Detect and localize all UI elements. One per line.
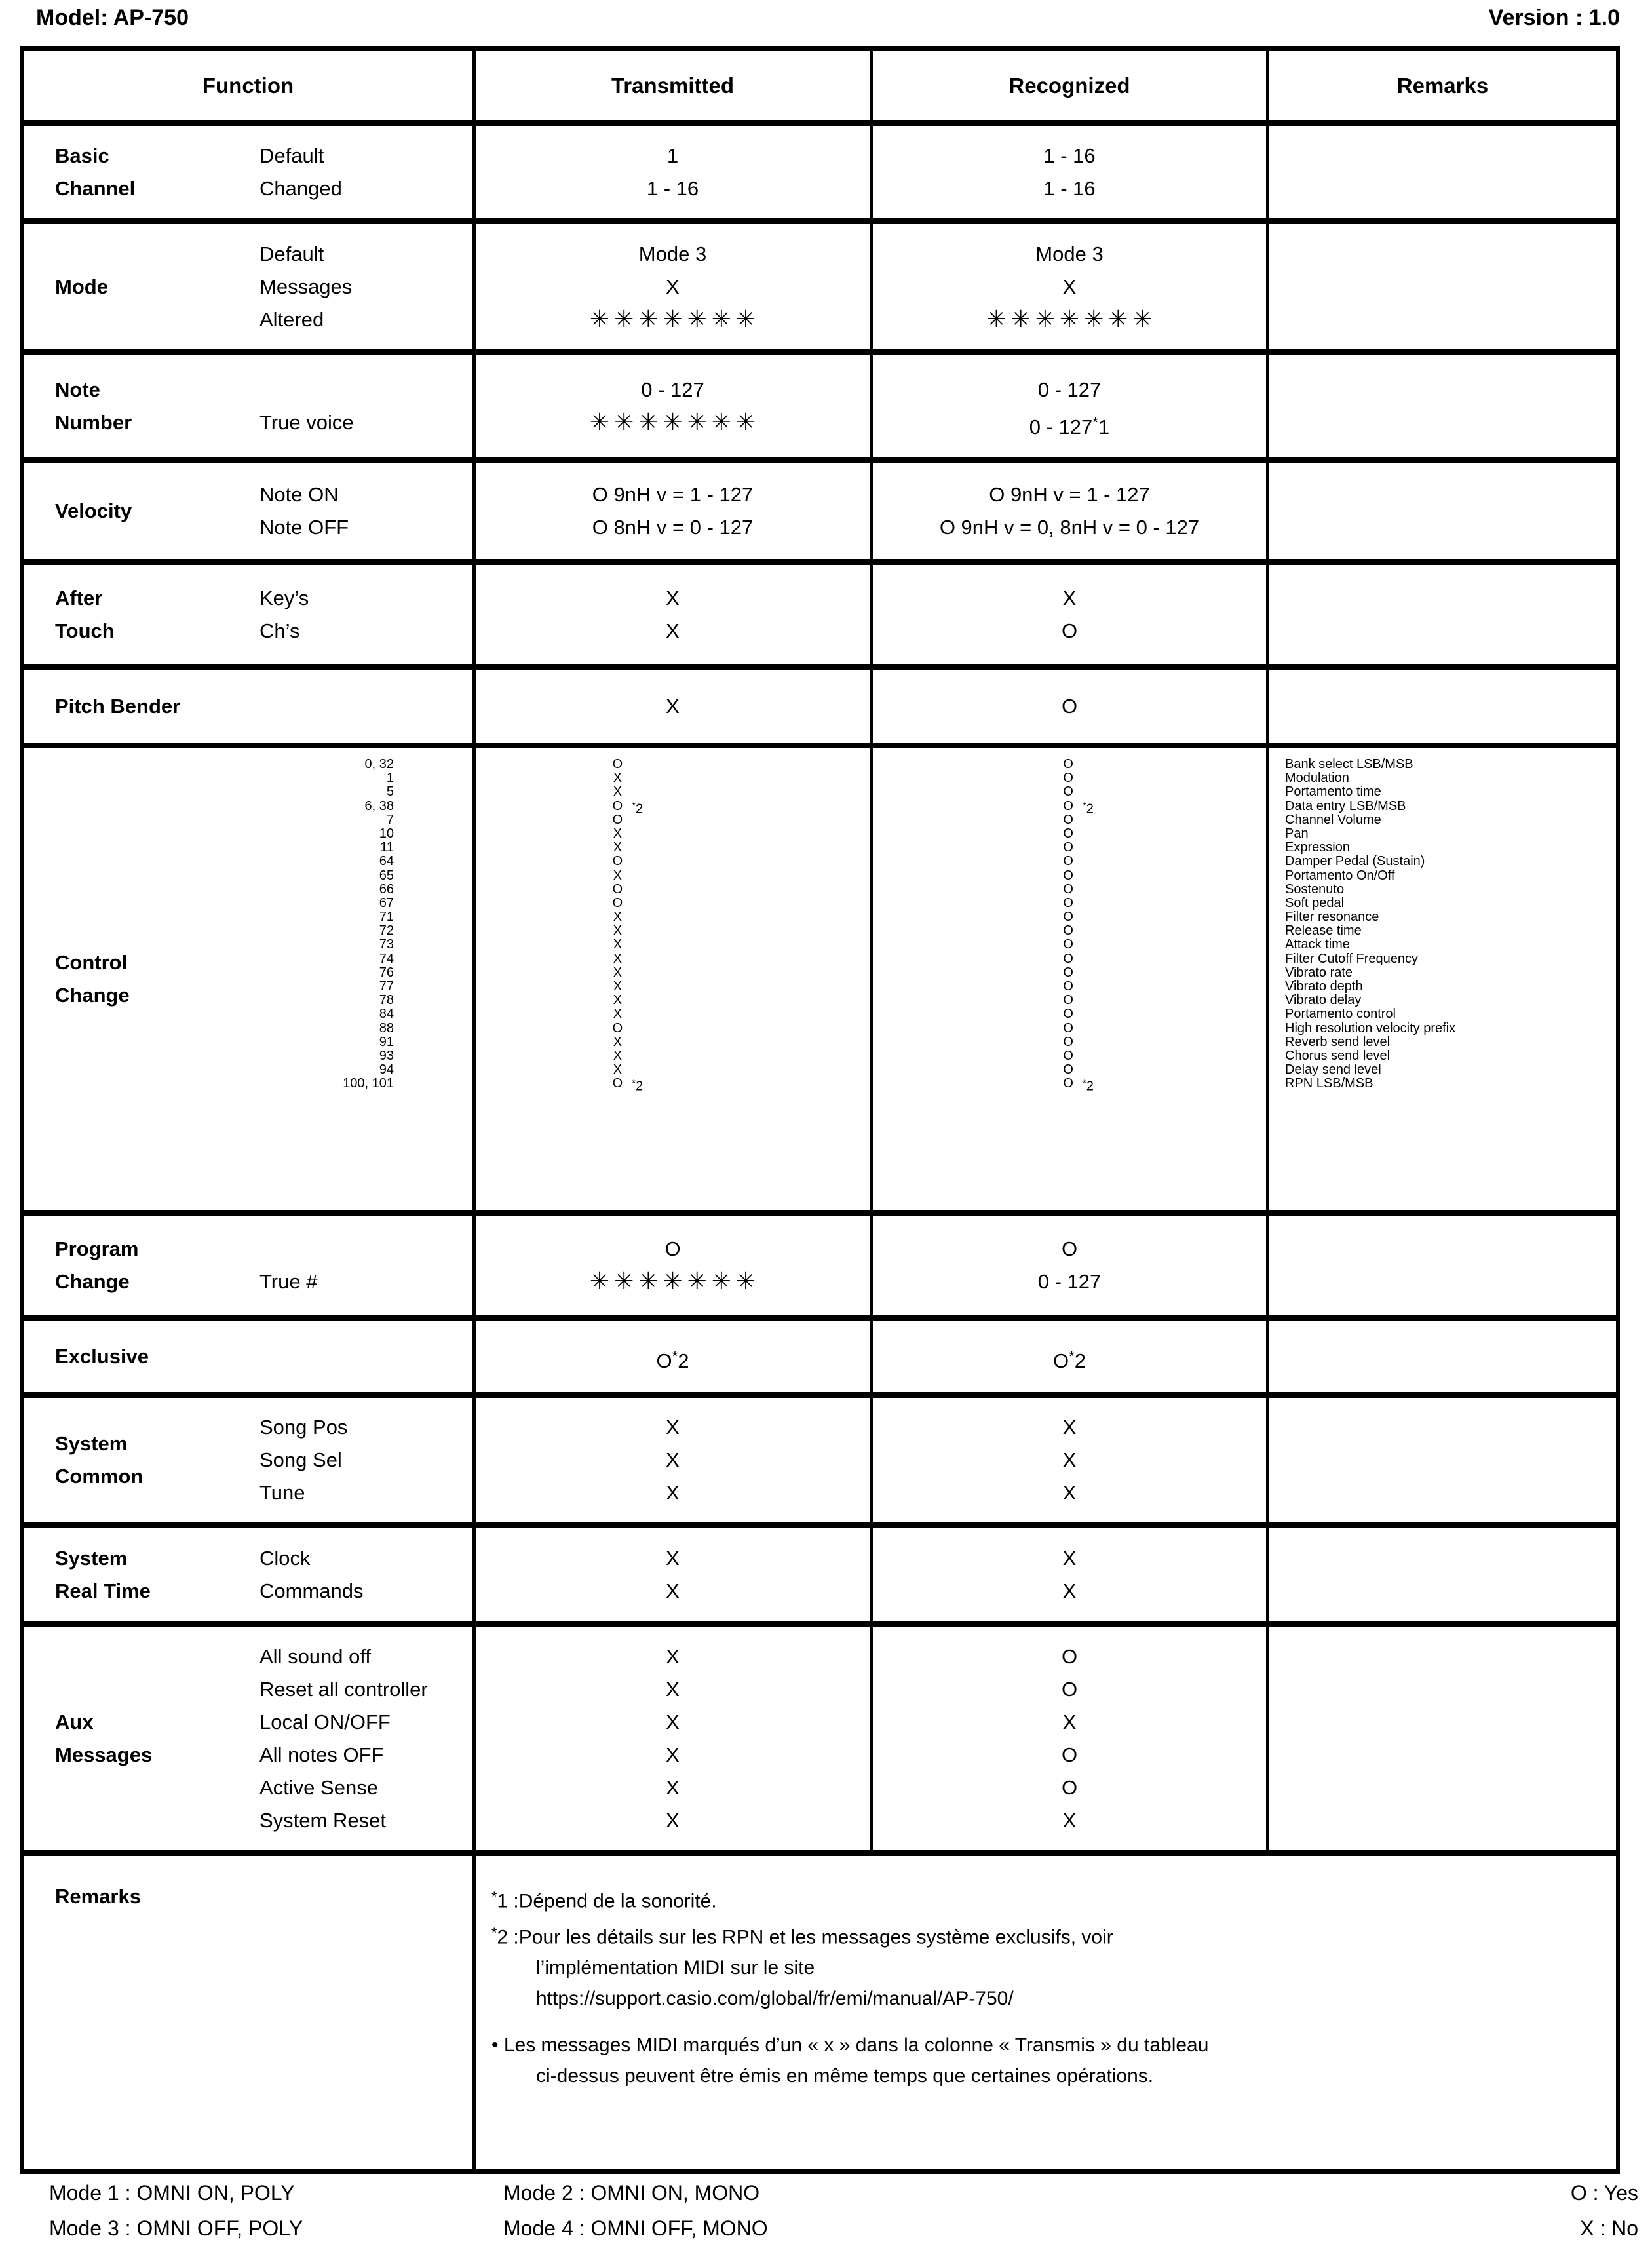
after-touch-transmitted: X X (666, 586, 680, 642)
exclusive-recognized: O*2 (1052, 1347, 1086, 1372)
note-number-remarks-empty (1266, 355, 1616, 457)
note-number-label: Note Number (55, 378, 132, 434)
aux-messages-label: Aux Messages (55, 1711, 153, 1766)
aux-messages-sub-labels: All sound off Reset all controller Local ON/OFF All notes OFF Active Sense System Reset (259, 1645, 428, 1832)
control-change-label: Control Change (55, 951, 130, 1007)
program-change-recognized: O 0 - 127 (1037, 1237, 1102, 1293)
mode-transmitted: Mode 3 X ✳✳✳✳✳✳✳ (589, 242, 761, 333)
basic-channel-label: Basic Channel (55, 144, 136, 200)
no-symbol-legend: X : No (1580, 2216, 1638, 2240)
system-common-transmitted: X X X (666, 1415, 680, 1504)
after-touch-label: After Touch (55, 586, 115, 642)
mode4-legend: Mode 4 : OMNI OFF, MONO (503, 2216, 768, 2240)
row-note-number (24, 355, 1616, 463)
after-touch-recognized: X O (1061, 586, 1078, 642)
system-common-label: System Common (55, 1431, 144, 1488)
program-change-label: Program Change (55, 1237, 139, 1293)
row-remarks (24, 1856, 1616, 2169)
exclusive-label: Exclusive (55, 1344, 149, 1368)
exclusive-transmitted: O*2 (656, 1347, 689, 1372)
control-change-numbers: 0, 32 1 5 6, 38 7 10 11 64 65 66 67 71 72 73 74 76 77 78 84 88 91 93 94 100, 101 (343, 757, 394, 1091)
row-velocity (24, 463, 1616, 565)
remark-note-2-continued: l’implémentation MIDI sur le site (536, 1957, 815, 1979)
system-common-sub-labels: Song Pos Song Sel Tune (259, 1415, 348, 1504)
pitch-bender-label: Pitch Bender (55, 694, 181, 718)
remark-manual-url: https://support.casio.com/global/fr/emi/manual/AP-750/ (536, 1988, 1014, 2010)
column-header-remarks: Remarks (1266, 51, 1616, 120)
basic-channel-transmitted: 1 1 - 16 (646, 144, 699, 200)
table-header-row (24, 51, 1616, 126)
row-basic-channel (24, 126, 1616, 224)
pitch-bender-remarks-empty (1266, 670, 1616, 743)
pitch-bender-recognized: O (1061, 694, 1078, 718)
row-aux-messages (24, 1627, 1616, 1856)
basic-channel-sub-labels: Default Changed (259, 144, 342, 200)
program-change-transmitted: O ✳✳✳✳✳✳✳ (589, 1237, 761, 1295)
basic-channel-remarks-empty (1266, 126, 1616, 218)
system-common-remarks-empty (1266, 1398, 1616, 1522)
remark-note-1: *1 :Dépend de la sonorité. (491, 1888, 717, 1912)
after-touch-remarks-empty (1266, 565, 1616, 664)
control-change-recognized: O O O O *2 O O O O O O O O O O O O O O O O O O O O *2 (1063, 757, 1094, 1094)
aux-messages-remarks-empty (1266, 1627, 1616, 1850)
note-number-recognized: 0 - 127 0 - 127*1 (1029, 378, 1110, 439)
program-change-remarks-empty (1266, 1216, 1616, 1315)
mode3-legend: Mode 3 : OMNI OFF, POLY (49, 2216, 303, 2240)
basic-channel-recognized: 1 - 16 1 - 16 (1043, 144, 1096, 200)
mode-sub-labels: Default Messages Altered (259, 242, 353, 331)
row-pitch-bender (24, 670, 1616, 748)
velocity-transmitted: O 9nH v = 1 - 127 O 8nH v = 0 - 127 (592, 483, 754, 539)
row-after-touch (24, 565, 1616, 670)
yes-symbol-legend: O : Yes (1570, 2181, 1638, 2205)
remark-bullet-note: • Les messages MIDI marqués d’un « x » dans la colonne « Transmis » du tableau (491, 2034, 1209, 2057)
mode-remarks-empty (1266, 224, 1616, 349)
column-header-transmitted: Transmitted (472, 51, 870, 120)
remark-note-2: *2 :Pour les détails sur les RPN et les messages système exclusifs, voir (491, 1924, 1113, 1948)
mode-label: Mode (55, 275, 108, 298)
row-control-change (24, 748, 1616, 1216)
remarks-row-label: Remarks (55, 1885, 141, 1908)
note-number-sub-labels: True voice (259, 411, 354, 434)
midi-implementation-table (20, 46, 1620, 2174)
note-number-transmitted: 0 - 127 ✳✳✳✳✳✳✳ (589, 378, 761, 436)
aux-messages-transmitted: X X X X X X (666, 1645, 680, 1832)
version-label: Version : 1.0 (1488, 5, 1620, 30)
mode1-legend: Mode 1 : OMNI ON, POLY (49, 2181, 295, 2205)
after-touch-sub-labels: Key’s Ch’s (259, 586, 309, 642)
system-common-recognized: X X X (1062, 1415, 1077, 1504)
row-system-common (24, 1398, 1616, 1528)
velocity-recognized: O 9nH v = 1 - 127 O 9nH v = 0, 8nH v = 0 - 127 (939, 483, 1200, 539)
column-header-function: Function (202, 73, 294, 98)
remark-bullet-note-continued: ci-dessus peuvent être émis en même temps que certaines opérations. (536, 2065, 1154, 2087)
velocity-remarks-empty (1266, 463, 1616, 559)
velocity-sub-labels: Note ON Note OFF (259, 483, 349, 539)
program-change-sub-labels: True # (259, 1269, 318, 1293)
control-change-remarks: Bank select LSB/MSB Modulation Portamento time Data entry LSB/MSB Channel Volume Pan Expression Damper Pedal (Sustain) Portamento On/Off Sostenuto Soft pedal Filter resonance Release time Attack time Filter Cutoff Frequency Vibrato rate Vibrato depth Vibrato delay Portamento control High resolution velocity prefix Reverb send level Chorus send level Delay send level RPN LSB/MSB (1285, 757, 1456, 1091)
mode2-legend: Mode 2 : OMNI ON, MONO (503, 2181, 760, 2205)
system-real-time-sub-labels: Clock Commands (259, 1546, 364, 1602)
system-real-time-remarks-empty (1266, 1528, 1616, 1621)
mode-recognized: Mode 3 X ✳✳✳✳✳✳✳ (986, 242, 1157, 333)
system-real-time-transmitted: X X (666, 1546, 680, 1602)
row-program-change (24, 1216, 1616, 1321)
row-system-real-time (24, 1528, 1616, 1627)
system-real-time-recognized: X X (1062, 1546, 1077, 1602)
pitch-bender-transmitted: X (666, 694, 680, 718)
row-mode (24, 224, 1616, 355)
column-header-recognized: Recognized (870, 51, 1266, 120)
control-change-transmitted: O X X O *2 O X X O X O O X X X X X X X X O X X X O *2 (612, 757, 644, 1094)
row-exclusive (24, 1321, 1616, 1398)
aux-messages-recognized: O O X O O X (1061, 1645, 1078, 1832)
model-label: Model: AP-750 (36, 5, 189, 30)
exclusive-remarks-empty (1266, 1321, 1616, 1392)
system-real-time-label: System Real Time (55, 1546, 151, 1602)
remarks-notes (476, 1881, 1616, 2091)
velocity-label: Velocity (55, 499, 132, 522)
